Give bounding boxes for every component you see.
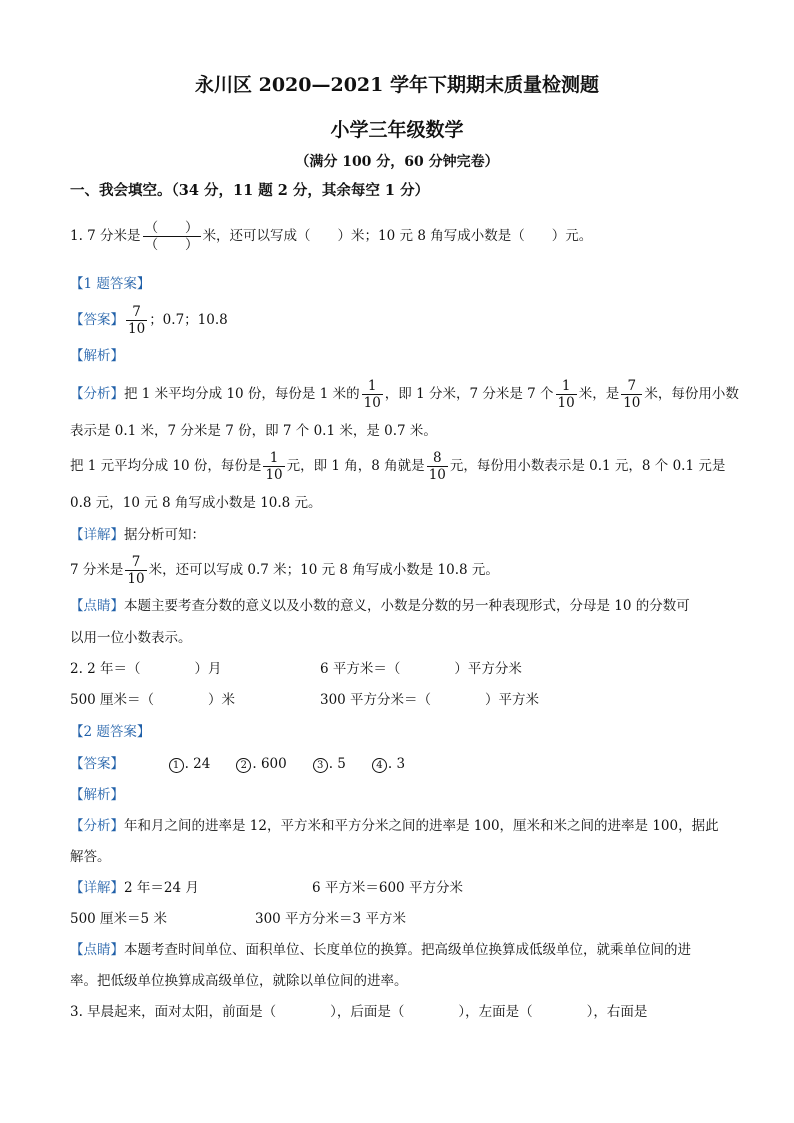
xiangjie-label: 【详解】 bbox=[70, 880, 124, 896]
question-1 bbox=[70, 220, 592, 253]
exam-subtitle: 小学三年级数学 bbox=[330, 119, 464, 141]
fraction-numerator: （ ） bbox=[144, 220, 199, 236]
answer-item bbox=[372, 756, 405, 772]
circled-number: 4 bbox=[372, 758, 387, 773]
fraction bbox=[362, 378, 383, 411]
fenxi-1-line-2: 表示是 0.1 米，7 分米是 7 份，即 7 个 0.1 米，是 0.7 米。 bbox=[70, 423, 437, 439]
dianjing-1-line-2: 以用一位小数表示。 bbox=[70, 630, 192, 646]
text-segment: 本题主要考查分数的意义以及小数的意义，小数是分数的另一种表现形式，分母是 10 的分数可 bbox=[124, 598, 690, 614]
text-segment: 据分析可知： bbox=[124, 527, 205, 543]
xiangjie-1-body bbox=[70, 554, 499, 587]
fraction-denominator: 10 bbox=[623, 395, 641, 411]
fraction-numerator: 1 bbox=[561, 378, 571, 394]
fenxi-2-line-2: 解答。 bbox=[70, 849, 111, 865]
fraction-denominator: 10 bbox=[557, 395, 575, 411]
text-segment: 米，还可以写成 0.7 米；10 元 8 角写成小数是 10.8 元。 bbox=[148, 562, 499, 578]
q2-row-2-left: 500 厘米＝（ ）米 bbox=[70, 692, 236, 708]
answer-value: . 3 bbox=[387, 756, 406, 772]
xiangjie-1 bbox=[70, 526, 205, 544]
fraction bbox=[427, 450, 448, 483]
answer-item bbox=[236, 756, 286, 772]
dianjing-1-line-1 bbox=[70, 597, 690, 615]
text-segment: 把 1 米平均分成 10 份，每份是 1 米的 bbox=[124, 386, 360, 402]
fraction-numerator: 7 bbox=[132, 304, 141, 320]
fraction-denominator: 10 bbox=[265, 467, 283, 483]
xiangjie-2-row-2-right: 300 平方分米＝3 平方米 bbox=[255, 911, 406, 927]
fenxi-1-para-2-line-2: 0.8 元，10 元 8 角写成小数是 10.8 元。 bbox=[70, 495, 322, 511]
fraction-numerator: 7 bbox=[627, 378, 637, 394]
circled-number: 1 bbox=[169, 758, 184, 773]
text-segment: 7 分米是 bbox=[70, 562, 124, 578]
answer-1 bbox=[70, 304, 228, 337]
answer-2 bbox=[70, 755, 431, 773]
question-3: 3. 早晨起来，面对太阳，前面是（ ），后面是（ ），左面是（ ），右面是 bbox=[70, 1004, 648, 1020]
text-segment: ，即 1 分米，7 分米是 7 个 bbox=[384, 386, 554, 402]
text-segment: 元，每份用小数表示是 0.1 元，8 个 0.1 元是 bbox=[449, 458, 726, 474]
answer-fraction bbox=[126, 304, 147, 337]
fraction-denominator: 10 bbox=[127, 571, 145, 587]
exam-title: 永川区 2020—2021 学年下期期末质量检测题 bbox=[195, 74, 599, 96]
fraction bbox=[621, 378, 642, 411]
fraction-numerator: 1 bbox=[367, 378, 377, 394]
circled-number: 3 bbox=[313, 758, 328, 773]
fraction-denominator: 10 bbox=[428, 467, 446, 483]
q2-row-1-left: 2. 2 年＝（ ）月 bbox=[70, 661, 222, 677]
q2-row-2-right: 300 平方分米＝（ ）平方米 bbox=[320, 692, 540, 708]
text-segment: 米，是 bbox=[578, 386, 620, 402]
xiangjie-2-row-2-left: 500 厘米＝5 米 bbox=[70, 911, 167, 927]
fraction bbox=[263, 450, 284, 483]
analysis-tag-2: 【解析】 bbox=[70, 787, 124, 803]
fraction-numerator: 7 bbox=[131, 554, 141, 570]
fraction-denominator: 10 bbox=[363, 395, 381, 411]
answer-item bbox=[313, 756, 346, 772]
xiangjie-2-row-1-right: 6 平方米＝600 平方分米 bbox=[312, 880, 463, 896]
dianjing-2-line-1 bbox=[70, 941, 691, 959]
fraction bbox=[556, 378, 577, 411]
q1-suffix: 米，还可以写成（ ）米；10 元 8 角写成小数是（ ）元。 bbox=[202, 228, 593, 244]
q1-prefix: 1. 7 分米是 bbox=[70, 228, 141, 244]
answer-label: 【答案】 bbox=[70, 312, 124, 328]
answer-value: . 24 bbox=[184, 756, 211, 772]
answer-tag-1: 【1 题答案】 bbox=[70, 276, 151, 292]
fenxi-label: 【分析】 bbox=[70, 386, 124, 402]
dianjing-label: 【点睛】 bbox=[70, 942, 124, 958]
text-segment: 本题考查时间单位、面积单位、长度单位的换算。把高级单位换算成低级单位，就乘单位间的进 bbox=[124, 942, 691, 958]
fenxi-2-line-1 bbox=[70, 817, 719, 835]
fraction-numerator: 1 bbox=[269, 450, 279, 466]
fraction-numerator: 8 bbox=[432, 450, 442, 466]
text-segment: 年和月之间的进率是 12，平方米和平方分米之间的进率是 100，厘米和米之间的进率是 100，据此 bbox=[124, 818, 719, 834]
fenxi-label: 【分析】 bbox=[70, 818, 124, 834]
text-segment: 米，每份用小数 bbox=[644, 386, 739, 402]
answer-item bbox=[169, 756, 211, 772]
fraction bbox=[125, 554, 146, 587]
fraction-denominator: （ ） bbox=[144, 237, 199, 253]
section-heading: 一、我会填空。（34 分，11 题 2 分，其余每空 1 分） bbox=[70, 182, 430, 199]
fenxi-1-line-1 bbox=[70, 378, 739, 411]
analysis-tag-1: 【解析】 bbox=[70, 348, 124, 364]
fraction-denominator: 10 bbox=[128, 321, 146, 337]
dianjing-2-line-2: 率。把低级单位换算成高级单位，就除以单位间的进率。 bbox=[70, 973, 408, 989]
exam-note: （满分 100 分，60 分钟完卷） bbox=[295, 154, 499, 170]
circled-number: 2 bbox=[236, 758, 251, 773]
q2-row-1-right: 6 平方米＝（ ）平方分米 bbox=[320, 661, 522, 677]
answer-label: 【答案】 bbox=[70, 756, 124, 772]
xiangjie-label: 【详解】 bbox=[70, 527, 124, 543]
answer-values: ；0.7；10.8 bbox=[149, 312, 228, 328]
answer-value: . 5 bbox=[328, 756, 346, 772]
answer-list bbox=[169, 756, 431, 772]
dianjing-label: 【点睛】 bbox=[70, 598, 124, 614]
xiangjie-2-row-1 bbox=[70, 879, 199, 897]
answer-tag-2: 【2 题答案】 bbox=[70, 724, 151, 740]
answer-value: . 600 bbox=[252, 756, 287, 772]
text-segment: 元，即 1 角，8 角就是 bbox=[286, 458, 425, 474]
text-segment: 把 1 元平均分成 10 份，每份是 bbox=[70, 458, 262, 474]
text-segment: 2 年＝24 月 bbox=[124, 880, 199, 896]
fenxi-1-para-2 bbox=[70, 450, 725, 483]
q1-blank-fraction bbox=[143, 220, 201, 253]
